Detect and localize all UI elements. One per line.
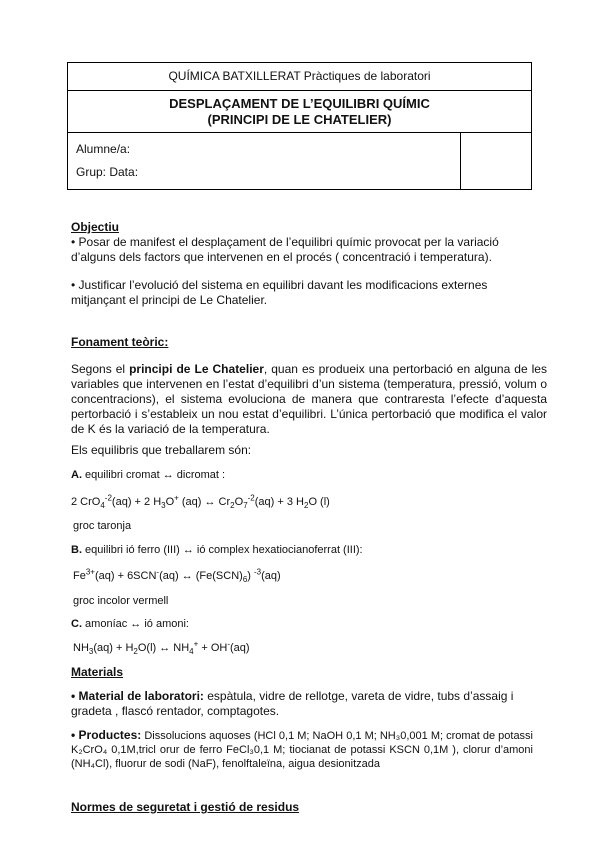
equation-a-colors: groc taronja xyxy=(73,520,132,532)
materials-products xyxy=(71,728,533,771)
equilibrium-b-title xyxy=(71,543,546,558)
title-line-1: DESPLAÇAMENT DE L’EQUILIBRI QUÍMIC xyxy=(169,96,430,111)
equilibrium-a-text: equilibri cromat ↔ dicromat : xyxy=(82,469,226,481)
grade-cell xyxy=(461,133,531,189)
objectiu-heading: Objectiu xyxy=(71,220,120,234)
materials-lab-label: • Material de laboratori: xyxy=(71,689,204,703)
equation-b: $Fe^{3+}(aq) + 6SCN^-(aq)$ ↔ $(Fe(SCN)_6)$ $^{-3}$(aq) xyxy=(73,567,281,585)
equilibrium-c-text: amoníac ↔ ió amoni: xyxy=(82,618,189,630)
materials-lab-text: espàtula, vidre de rellotge, vareta de vidre, tubs d’assaig i gradeta , flascó rentador, comptagotes. xyxy=(71,689,514,718)
group-date-label: Grup: Data: xyxy=(76,165,139,179)
title-line-2: (PRINCIPI DE LE CHATELIER) xyxy=(207,112,392,127)
course-title: QUÍMICA BATXILLERAT Pràctiques de laboratori xyxy=(68,63,531,91)
equilibrium-a-label: A. xyxy=(71,469,82,481)
equilibrium-a-title xyxy=(71,468,546,483)
materials-lab xyxy=(71,689,531,719)
header-table xyxy=(67,62,532,190)
document-title xyxy=(68,91,531,133)
equation-b-colors: groc incolor vermell xyxy=(73,595,169,607)
objectiu-item-1: • Posar de manifest el desplaçament de l’equilibri químic provocat per la variació d’alguns dels factors que intervenen en el procés ( concentració i temperatura). xyxy=(71,235,499,264)
fonament-paragraph xyxy=(71,362,547,437)
fonament-intro-equilibria: Els equilibris que treballarem són: xyxy=(71,443,252,457)
fonament-p1-a: Segons el xyxy=(71,362,130,376)
equilibrium-b-text: equilibri ió ferro (III) ↔ ió complex hexatiocianoferrat (III): xyxy=(82,544,363,556)
normes-heading: Normes de seguretat i gestió de residus xyxy=(71,800,300,814)
materials-products-label: • Productes: xyxy=(71,728,142,742)
fonament-heading: Fonament teòric: xyxy=(71,335,169,349)
materials-heading: Materials xyxy=(71,665,124,679)
equation-c: $NH_3(aq) + H_2O(l)$ ↔ $NH_4^+ + OH^-(aq)$ xyxy=(73,639,250,657)
equilibrium-c-title xyxy=(71,617,546,632)
student-info-cell xyxy=(68,133,461,189)
objectiu-item-2: • Justificar l’evolució del sistema en equilibri davant les modificacions externes mitjançant el principi de Le Chatelier. xyxy=(71,278,488,307)
student-info-row xyxy=(68,133,531,189)
materials-products-text: Dissolucions aquoses (HCl 0,1 M; NaOH 0,1 M; NH₃0,001 M; cromat de potassi K₂CrO₄ 0,1M,tricl orur de ferro FeCl₃0,1 M; tiocianat de potassi KSCN 0,1M ), clorur d’amoni (NH₄Cl), fluorur de sodi (NaF), fenolftaleïna, aigua desionitzada xyxy=(71,730,534,770)
equilibrium-b-label: B. xyxy=(71,544,82,556)
fonament-p1-b: , quan es produeix una pertorbació en alguna de les variables que intervenen en l’estat d’equilibri d’un sistema (temperatura, pressió, volum o concentracions), el sistema evoluciona de manera que contraresta l’efecte d’aquesta pertorbació i s’estableix un nou estat d’equilibri. L’única pertorbació que modifica el valor de K és la variació de la temperatura. xyxy=(71,362,547,436)
equilibrium-c-label: C. xyxy=(71,618,82,630)
le-chatelier-term: principi de Le Chatelier xyxy=(129,362,264,376)
student-label: Alumne/a: xyxy=(76,142,131,156)
equation-a: 2 CrO$_4^{-2}$(aq) + 2 $H_3O^+$ (aq) ↔ $Cr_2O_7^{-2}(aq) + 3$ $H_2O$ (l) xyxy=(71,493,330,511)
